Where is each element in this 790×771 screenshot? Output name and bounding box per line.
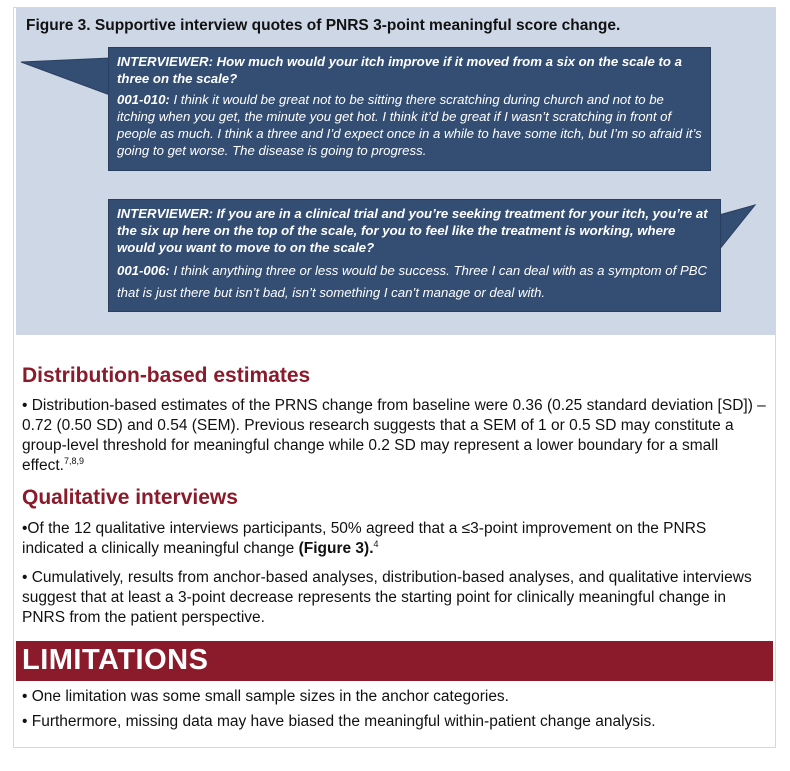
quote-1-answer-text: I think it would be great not to be sitting there scratching during church and not to be itching when you get, the minute you get hot. I think it’d be great if I wasn’t scratching in front of people as much. I think a three and I’d expect once in a while to have some itch, but I’m so afraid it’s going to get worse. The disease is going to progress. [117,92,702,158]
quote-1-question: INTERVIEWER: How much would your itch improve if it moved from a six on the scale to a three on the scale? [117,54,682,86]
quote-bubble-1 [108,47,711,171]
quote-2-answer [117,260,712,304]
figure-3-reference: (Figure 3). [298,540,374,557]
distribution-text: • Distribution-based estimates of the PRNS change from baseline were 0.36 (0.25 standard deviation [SD]) – 0.72 (0.50 SD) and 0.54 (SEM). Previous research suggests that a SEM of 1 or 0.5 SD may constitute a group-level threshold for meaningful change while 0.2 SD may represent a lower boundary for a small effect. [22,397,766,474]
qualitative-text-1: •Of the 12 qualitative interviews participants, 50% agreed that a ≤3-point improvement on the PNRS indicated a clinically meaningful change [22,520,707,557]
qualitative-heading: Qualitative interviews [22,486,238,509]
quote-2-answer-text: I think anything three or less would be success. Three I can deal with as a symptom of PBC that is just there but isn’t bad, isn’t something I can’t manage or deal with. [117,263,708,300]
limitations-title: LIMITATIONS [22,644,209,676]
qualitative-paragraph-1 [22,519,770,559]
quote-2-participant: 001-006: [117,263,170,278]
bubble-2-tail [719,205,755,250]
quote-1-answer [117,91,702,159]
bubble-1-tail [21,58,110,95]
figure-caption: Figure 3. Supportive interview quotes of PNRS 3-point meaningful score change. [26,17,621,34]
quote-2-question: INTERVIEWER: If you are in a clinical trial and you’re seeking treatment for your itch, you’re at the six up here on the top of the scale, for you to feel like the treatment is working, where would you want to move to on the scale? [117,206,708,255]
qualitative-ref: 4 [373,538,379,549]
distribution-paragraph [22,396,770,476]
quote-bubble-2 [108,199,721,312]
limitation-item-2: • Furthermore, missing data may have biased the meaningful within-patient change analysis. [22,713,656,730]
distribution-heading: Distribution-based estimates [22,364,311,387]
qualitative-paragraph-2: • Cumulatively, results from anchor-based analyses, distribution-based analyses, and qualitative interviews suggest that at least a 3-point decrease represents the starting point for clinically meaningful change in PNRS from the patient perspective. [22,569,752,626]
limitation-item-1: • One limitation was some small sample sizes in the anchor categories. [22,688,509,705]
distribution-refs: 7,8,9 [63,455,84,466]
quote-1-participant: 001-010: [117,92,170,107]
